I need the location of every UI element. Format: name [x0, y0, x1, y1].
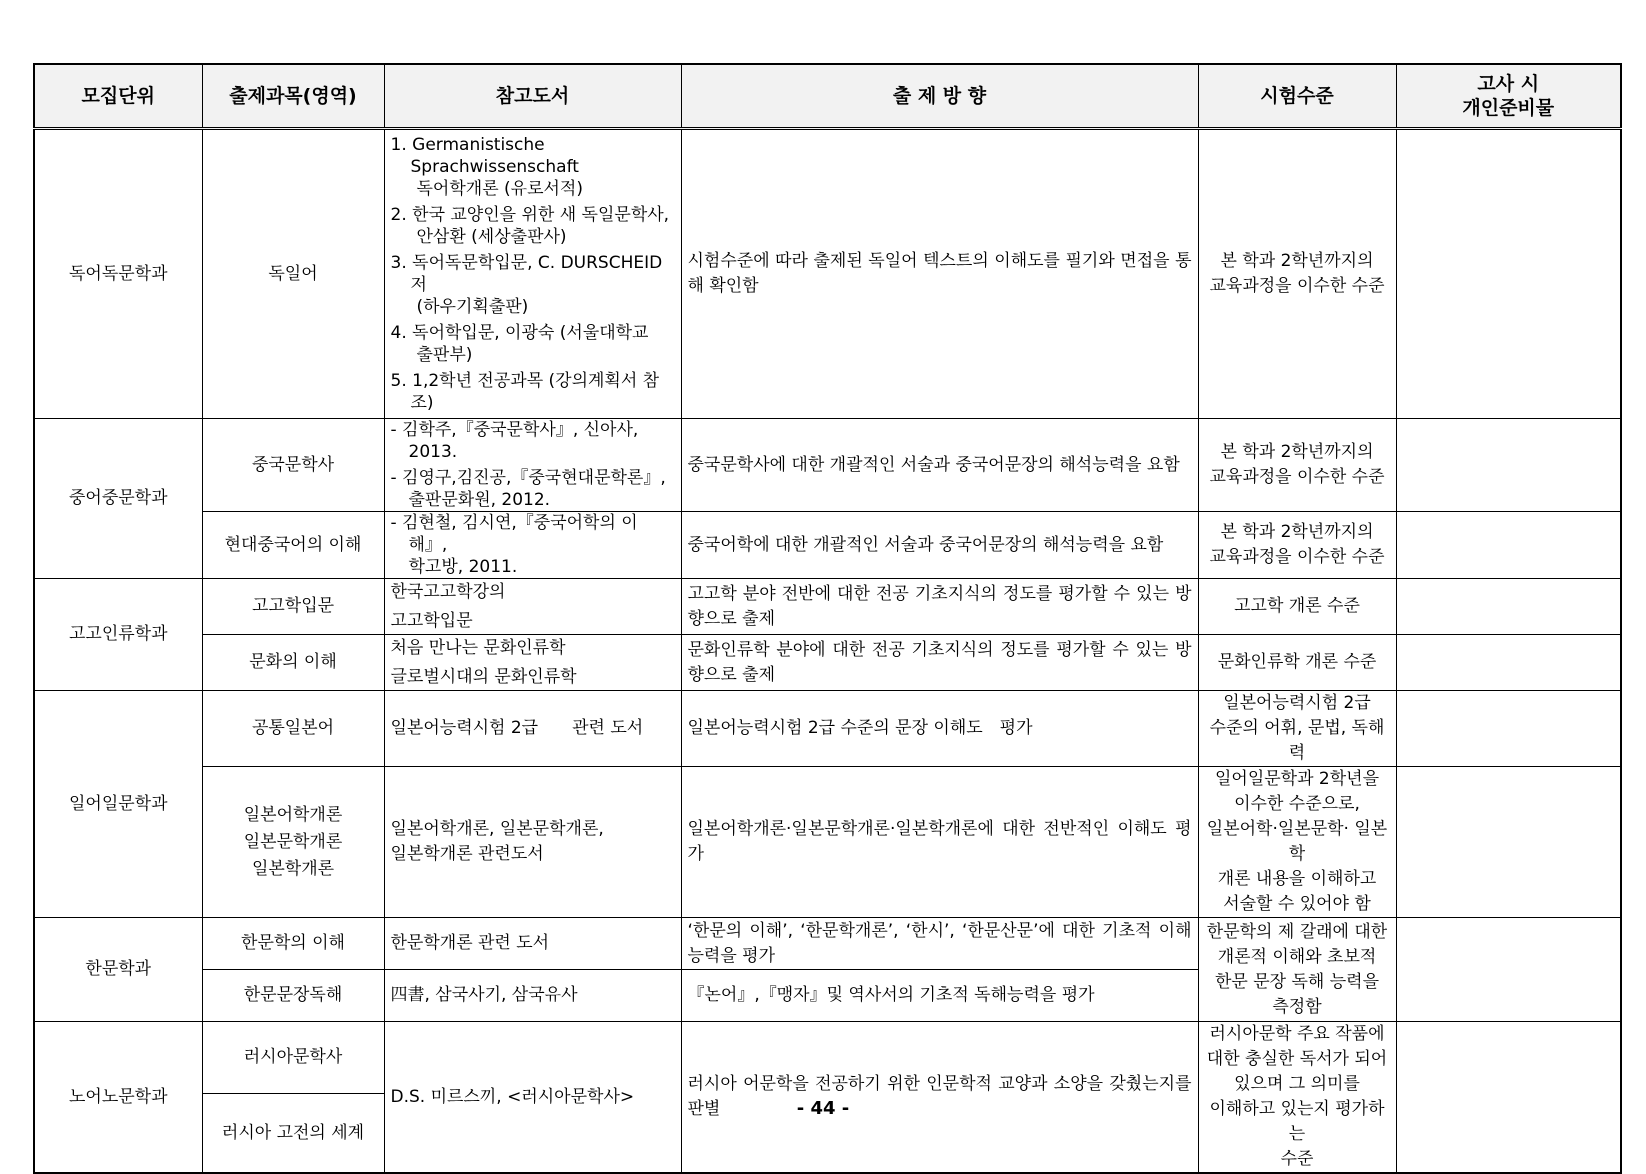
table-row: [34, 1022, 1621, 1094]
direction-cell: 중국어학에 대한 개괄적인 서술과 중국어문장의 해석능력을 요함: [681, 512, 1198, 579]
book-item: 1. Germanistische Sprachwissenschaft 독어학개론 (유로서적): [390, 135, 583, 199]
page-number: - 44 -: [796, 1098, 850, 1119]
direction-cell: 러시아 어문학을 전공하기 위한 인문학적 교양과 소양을 갖췄는지를 판별: [681, 1022, 1198, 1174]
direction-cell: 시험수준에 따라 출제된 독일어 텍스트의 이해도를 필기와 면접을 통해 확인함: [681, 129, 1198, 419]
table-row: [34, 767, 1621, 918]
table-row: [34, 635, 1621, 691]
books-cell: [384, 419, 681, 512]
header-supplies: [1396, 64, 1621, 129]
book-item: 5. 1,2학년 전공과목 (강의계획서 참조): [390, 371, 660, 413]
header-level: 시험수준: [1198, 64, 1396, 129]
book-item: 3. 독어독문학입문, C. DURSCHEID 저 (하우기획출판): [390, 253, 663, 317]
subject-cell: 일본어학개론 일본문학개론 일본학개론: [202, 767, 384, 918]
books-cell: 처음 만나는 문화인류학 글로벌시대의 문화인류학: [384, 635, 681, 691]
supplies-cell: [1396, 918, 1621, 1022]
supplies-cell: [1396, 767, 1621, 918]
supplies-cell: [1396, 129, 1621, 419]
direction-cell: 일본어능력시험 2급 수준의 문장 이해도 평가: [681, 691, 1198, 767]
subject-cell: 공통일본어: [202, 691, 384, 767]
table-row: [34, 579, 1621, 635]
subject-cell: 러시아 고전의 세계: [202, 1094, 384, 1173]
header-supplies-line2: 개인준비물: [1462, 97, 1555, 119]
direction-cell: ‘한문의 이해’, ‘한문학개론’, ‘한시’, ‘한문산문’에 대한 기초적 이해 능력을 평가: [681, 918, 1198, 970]
subject-cell: 한문문장독해: [202, 970, 384, 1022]
header-books: 참고도서: [384, 64, 681, 129]
header-supplies-line1: 고사 시: [1477, 73, 1540, 95]
books-cell: [384, 129, 681, 419]
unit-cell: 중어중문학과: [34, 419, 202, 579]
subject-cell: 현대중국어의 이해: [202, 512, 384, 579]
book-item: 4. 독어학입문, 이광숙 (서울대학교 출판부): [390, 323, 649, 365]
header-subject: 출제과목(영역): [202, 64, 384, 129]
supplies-cell: [1396, 691, 1621, 767]
table-row: [34, 512, 1621, 579]
direction-cell: 고고학 분야 전반에 대한 전공 기초지식의 정도를 평가할 수 있는 방향으로 출제: [681, 579, 1198, 635]
subject-cell: 문화의 이해: [202, 635, 384, 691]
book-item: - 김학주,『중국문학사』, 신아사, 2013.: [390, 420, 639, 462]
table-row: [34, 129, 1621, 419]
books-cell: [384, 512, 681, 579]
book-item: 2. 한국 교양인을 위한 새 독일문학사, 안삼환 (세상출판사): [390, 205, 670, 247]
level-cell: 일본어능력시험 2급 수준의 어휘, 문법, 독해력: [1198, 691, 1396, 767]
level-cell: 본 학과 2학년까지의 교육과정을 이수한 수준: [1198, 419, 1396, 512]
supplies-cell: [1396, 512, 1621, 579]
subject-cell: 한문학의 이해: [202, 918, 384, 970]
books-cell: 한문학개론 관련 도서: [384, 918, 681, 970]
table-row: [34, 918, 1621, 970]
level-cell: 문화인류학 개론 수준: [1198, 635, 1396, 691]
level-cell: 고고학 개론 수준: [1198, 579, 1396, 635]
level-cell: 한문학의 제 갈래에 대한 개론적 이해와 초보적 한문 문장 독해 능력을 측정함: [1198, 918, 1396, 1022]
level-cell: 본 학과 2학년까지의 교육과정을 이수한 수준: [1198, 129, 1396, 419]
header-direction: 출 제 방 향: [681, 64, 1198, 129]
table-row: [34, 691, 1621, 767]
supplies-cell: [1396, 419, 1621, 512]
subject-cell: 독일어: [202, 129, 384, 419]
unit-cell: 일어일문학과: [34, 691, 202, 918]
level-cell: 본 학과 2학년까지의 교육과정을 이수한 수준: [1198, 512, 1396, 579]
books-cell: 일본어학개론, 일본문학개론, 일본학개론 관련도서: [384, 767, 681, 918]
unit-cell: 독어독문학과: [34, 129, 202, 419]
unit-cell: 노어노문학과: [34, 1022, 202, 1174]
supplies-cell: [1396, 635, 1621, 691]
unit-cell: 한문학과: [34, 918, 202, 1022]
direction-cell: 『논어』,『맹자』및 역사서의 기초적 독해능력을 평가: [681, 970, 1198, 1022]
table-row: [34, 419, 1621, 512]
subject-cell: 중국문학사: [202, 419, 384, 512]
supplies-cell: [1396, 579, 1621, 635]
subject-cell: 고고학입문: [202, 579, 384, 635]
level-cell: 러시아문학 주요 작품에 대한 충실한 독서가 되어 있으며 그 의미를 이해하고 있는지 평가하는 수준: [1198, 1022, 1396, 1174]
admission-exam-table: [33, 63, 1622, 1174]
unit-cell: 고고인류학과: [34, 579, 202, 691]
subject-cell: 러시아문학사: [202, 1022, 384, 1094]
direction-cell: 문화인류학 분야에 대한 전공 기초지식의 정도를 평가할 수 있는 방향으로 출제: [681, 635, 1198, 691]
book-item: - 김영구,김진공,『중국현대문학론』, 출판문화원, 2012.: [390, 468, 666, 510]
book-item: - 김현철, 김시연,『중국어학의 이해』, 학고방, 2011.: [390, 513, 638, 577]
direction-cell: 일본어학개론·일본문학개론·일본학개론에 대한 전반적인 이해도 평가: [681, 767, 1198, 918]
books-cell: 한국고고학강의 고고학입문: [384, 579, 681, 635]
books-cell: 일본어능력시험 2급 관련 도서: [384, 691, 681, 767]
header-unit: 모집단위: [34, 64, 202, 129]
direction-cell: 중국문학사에 대한 개괄적인 서술과 중국어문장의 해석능력을 요함: [681, 419, 1198, 512]
level-cell: 일어일문학과 2학년을 이수한 수준으로, 일본어학·일본문학· 일본학 개론 내용을 이해하고 서술할 수 있어야 함: [1198, 767, 1396, 918]
books-cell: D.S. 미르스끼, <러시아문학사>: [384, 1022, 681, 1174]
books-cell: 四書, 삼국사기, 삼국유사: [384, 970, 681, 1022]
table-header-row: [34, 64, 1621, 129]
